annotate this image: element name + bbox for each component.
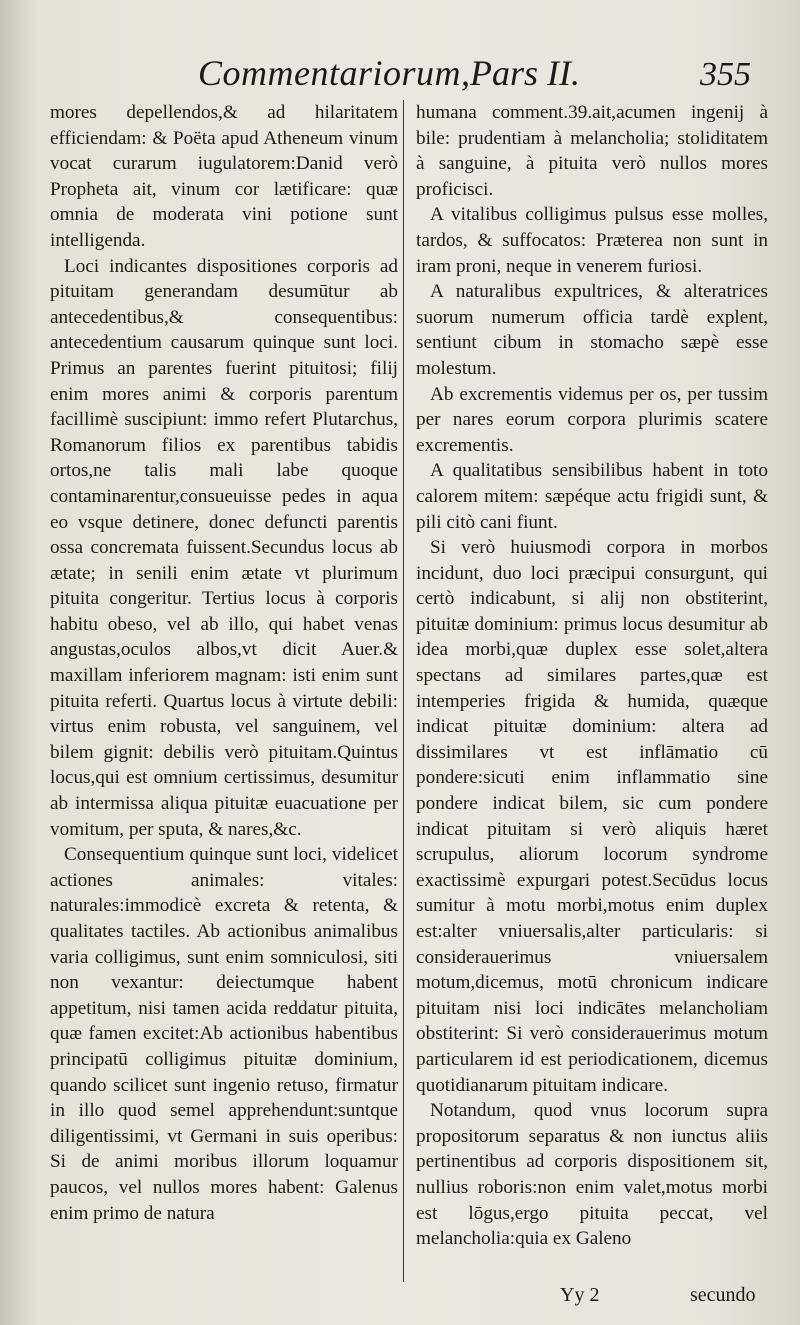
page-footer — [0, 1284, 800, 1314]
signature-mark: Yy 2 — [560, 1284, 600, 1306]
column-divider — [403, 100, 404, 1282]
paragraph: humana comment.39.ait,acumen ingenij à bile: prudentiam à melancholia; stoliditatem à sanguine, à pituita verò nullos mores proficisci. — [416, 102, 768, 200]
paragraph: Loci indicantes dispositiones corporis ad pituitam generandam desumūtur ab antecedentibus,& consequentibus: antecedentium causarum quinque sunt loci. Primus an parentes fuerint pituitosi; filij enim mores animi & corporis parentum facillimè suscipiunt: immo refert Plutarchus, Romanorum filios ex parentibus tabidis ortos,ne talis mali labe quoque contaminarentur,consueuisse pedes in aqua eo vsque detinere, donec defuncti parentis ossa concremata fuissent.Secundus locus ab ætate; in senili enim ætate vt plurimum pituita congeritur. Tertius locus à corporis habitu obeso, vel ab illo, qui habet venas angustas,oculos albos,vt dicit Auer.& maxillam inferiorem magnam: isti enim sunt pituita referti. Quartus locus à virtute debili: virtus enim robusta, vel sanguinem, vel bilem gignit: debilis verò pituitam.Quintus locus,qui est omnium certissimus, desumitur ab intermissa aliqua pituitæ euacuatione per vomitum, per sputa, & nares,&c. — [50, 255, 398, 840]
left-column — [50, 100, 398, 1226]
right-column — [416, 100, 768, 1252]
page-header — [0, 52, 800, 96]
paragraph: A naturalibus expultrices, & alteratrices suorum numerum officia tardè explent, sentiunt cibum in stomacho sæpè esse molestum. — [416, 281, 768, 379]
page-number: 355 — [700, 56, 751, 93]
paragraph: Ab excrementis videmus per os, per tussim per nares eorum corpora plurimis scatere excrementis. — [416, 383, 768, 456]
paragraph: A qualitatibus sensibilibus habent in toto calorem mitem: sæpéque actu frigidi sunt, & pili citò cani fiunt. — [416, 460, 768, 533]
running-title: Commentariorum, — [198, 53, 471, 93]
paragraph: Si verò huiusmodi corpora in morbos incidunt, duo loci præcipui consurgunt, qui certò indicabunt, si alij non obstiterint, pituitæ dominium: primus locus desumitur ab idea morbi,quæ duplex esse solet,altera spectans ad similares partes,quæ est intemperies frigida & humida, quæque indicat pituitæ dominium: altera ad dissimilares vt est inflāmatio cū pondere:sicuti enim inflammatio sine pondere indicat bilem, sic cum pondere indicat pituitam si verò aliquis hæret scrupulus, aliorum locorum syndrome exactissimè expurgari potest.Secūdus locus sumitur à motu morbi,motus enim duplex est:alter vniuersalis,alter particularis: si considerauerimus vniuersalem motum,dicemus, motū chronicum indicare pituitam nisi loci indicātes melancholiam obstiterint: Si verò considerauerimus motum particularem id est periodicationem, dicemus quotidianarum pituitam indicare. — [416, 537, 768, 1096]
part-label: Pars II. — [470, 53, 580, 93]
catchword: secundo — [690, 1284, 756, 1306]
paragraph: A vitalibus colligimus pulsus esse molles, tardos, & suffocatos: Præterea non sunt in iram proni, neque in venerem furiosi. — [416, 204, 768, 277]
paragraph: Notandum, quod vnus locorum supra propositorum separatus & non iunctus aliis pertinentibus ad corporis dispositionem sit, nullius roboris:non enim valet,motus morbi est lōgus,ergo pituita peccat, vel melancholia:quia ex Galeno — [416, 1100, 768, 1250]
paragraph: Consequentium quinque sunt loci, videlicet actiones animales: vitales: naturales:immodicè excreta & retenta, & qualitates tactiles. Ab actionibus animalibus varia colligimus, sunt enim somniculosi, siti non vexantur: deiectumque habent appetitum, nisi tamen acida reddatur pituita, quæ famen excitet:Ab actionibus habentibus principatū colligimus pituitæ dominium, quando scilicet sunt ingenio retuso, firmatur in illo quod semel apprehendunt:suntque diligentissimi, vt Germani in suis operibus: Si de animi moribus illorum loquamur paucos, vel nullos mores habent: Galenus enim primo de natura — [50, 844, 398, 1224]
paragraph: mores depellendos,& ad hilaritatem efficiendam: & Poëta apud Atheneum vinum vocat curarum iugulatorem:Danid verò Propheta ait, vinum cor lætificare: quæ omnia de moderata vini potione sunt intelligenda. — [50, 102, 398, 251]
